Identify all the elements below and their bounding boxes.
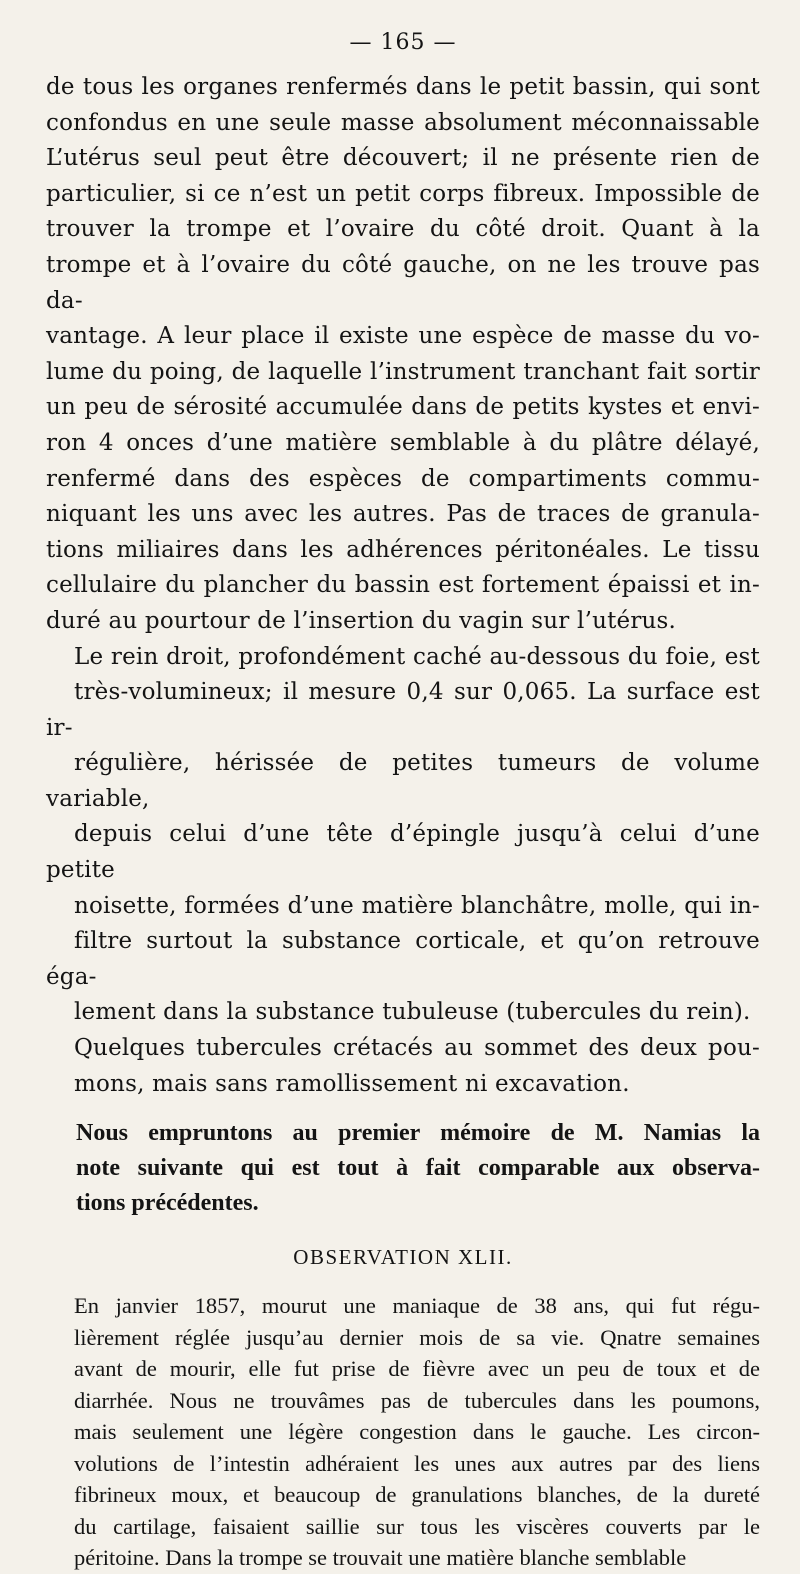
text-line: volutions de l’intestin adhéraient les unes aux autres par des liens — [74, 1450, 760, 1476]
text-line: lement dans la substance tubuleuse (tubercules du rein). — [74, 999, 751, 1026]
text-line: péritoine. Dans la trompe se trouvait une matière blanche semblable — [74, 1545, 687, 1571]
text-line: trouver la trompe et l’ovaire du côté droit. Quant à la — [46, 216, 760, 243]
text-line: renfermé dans des espèces de compartiments commu- — [46, 465, 760, 492]
text-line: particulier, si ce n’est un petit corps fibreux. Impossible de — [46, 180, 760, 207]
paragraph-lungs — [46, 1031, 760, 1102]
paragraph-right-kidney — [46, 640, 760, 1032]
text-line: diarrhée. Nous ne trouvâmes pas de tubercules dans les poumons, — [74, 1387, 760, 1413]
text-line: note suivante qui est tout à fait comparable aux observa- — [76, 1155, 760, 1182]
text-line: En janvier 1857, mourut une maniaque de 38 ans, qui fut régu- — [74, 1293, 760, 1319]
text-line: ron 4 onces d’une matière semblable à du plâtre délayé, — [46, 429, 760, 456]
text-line: cellulaire du plancher du bassin est fortement épaissi et in- — [46, 572, 760, 599]
text-line: trompe et à l’ovaire du côté gauche, on ne les trouve pas da- — [46, 251, 760, 314]
text-line: Nous empruntons au premier mémoire de M. Namias la — [76, 1120, 760, 1147]
text-line: tions miliaires dans les adhérences péritonéales. Le tissu — [46, 536, 760, 563]
paragraph-observation-text — [46, 1290, 760, 1574]
text-line: noisette, formées d’une matière blanchâtre, molle, qui in- — [74, 892, 760, 919]
observation-heading: OBSERVATION XLII. — [293, 1245, 513, 1270]
text-line: depuis celui d’une tête d’épingle jusqu’à celui d’une petite — [46, 821, 760, 884]
text-line: lièrement réglée jusqu’au dernier mois de sa vie. Qnatre semaines — [74, 1324, 760, 1350]
text-line: filtre surtout la substance corticale, et qu’on retrouve éga- — [46, 928, 760, 990]
text-line: niquant les uns avec les autres. Pas de traces de granula- — [46, 501, 760, 528]
text-line: un peu de sérosité accumulée dans de petits kystes et envi- — [46, 394, 760, 421]
text-line: mons, mais sans ramollissement ni excavation. — [74, 1070, 630, 1097]
text-line: mais seulement une légère congestion dans le gauche. Les circon- — [74, 1419, 760, 1445]
text-line: lume du poing, de laquelle l’instrument tranchant fait sortir — [46, 358, 760, 385]
text-line: du cartilage, faisaient saillie sur tous les viscères couverts par le — [74, 1513, 760, 1539]
text-line: fibrineux moux, et beaucoup de granulations blanches, de la dureté — [74, 1482, 760, 1508]
text-line: de tous les organes renfermés dans le petit bassin, qui sont — [46, 74, 760, 100]
page-number: — 165 — — [349, 30, 457, 55]
text-line: duré au pourtour de l’insertion du vagin sur l’utérus. — [46, 607, 677, 634]
text-line: avant de mourir, elle fut prise de fièvre avec un peu de toux et de — [74, 1356, 760, 1382]
text-line: vantage. A leur place il existe une espèce de masse du vo- — [46, 323, 760, 350]
text-line: Quelques tubercules crétacés au sommet des deux pou- — [74, 1035, 760, 1062]
text-line: confondus en une seule masse absolument méconnaissable — [46, 109, 760, 136]
text-line: tions précédentes. — [76, 1190, 259, 1217]
text-line: L’utérus seul peut être découvert; il ne présente rien de — [46, 145, 760, 172]
text-line: très-volumineux; il mesure 0,4 sur 0,065. La surface est ir- — [46, 679, 760, 741]
paragraph-autopsy-pelvis — [46, 70, 760, 640]
paragraph-intro-namias — [46, 1116, 760, 1221]
text-line: Le rein droit, profondément caché au-dessous du foie, est — [74, 643, 760, 670]
text-line: régulière, hérissée de petites tumeurs de volume variable, — [46, 750, 760, 812]
